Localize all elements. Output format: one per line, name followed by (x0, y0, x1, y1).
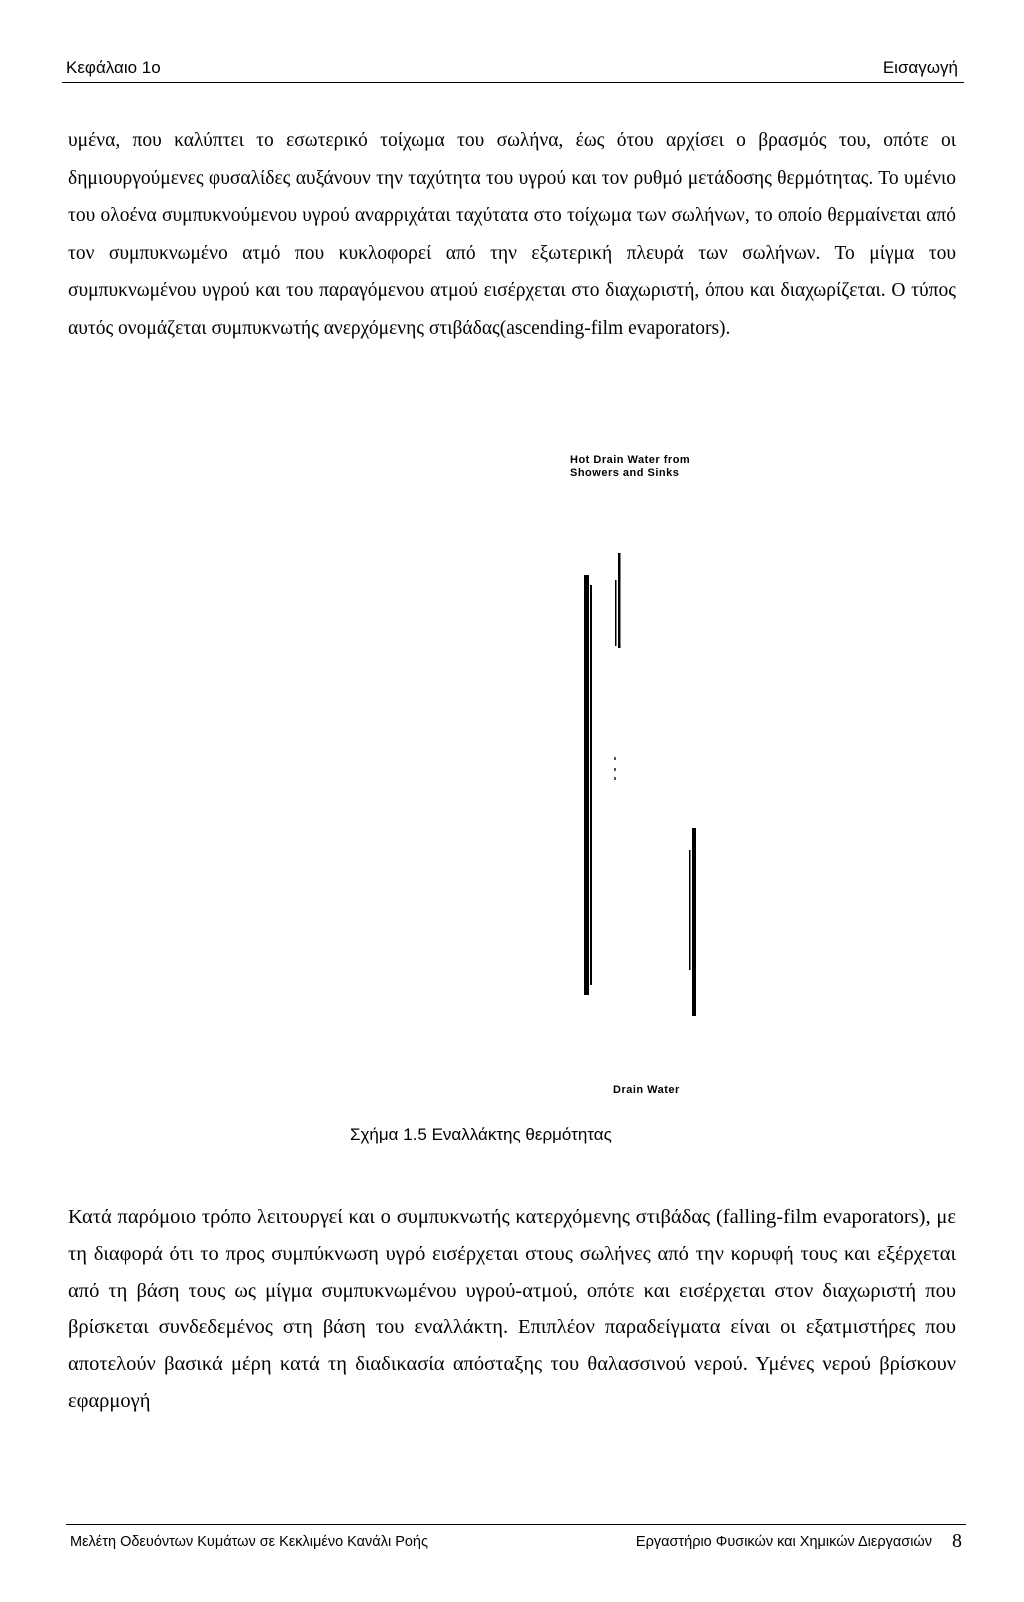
heat-exchanger-figure (540, 450, 780, 1110)
paragraph-falling-film: Κατά παρόμοιο τρόπο λειτουργεί και ο συμπυκνωτής κατερχόμενης στιβάδας (falling-film evaporators), με τη διαφορά ότι το προς συμπύκνωση υγρό εισέρχεται στους σωλήνες από την κορυφή τους και εξέρχεται από τη βάση τους ως μίγμα συμπυκνωμένου υγρού-ατμού, οπότε και εισέρχεται στον διαχωριστή που βρίσκεται συνδεδεμένος στη βάση του εναλλάκτη. Επιπλέον παραδείγματα είναι οι εξατμιστήρες που αποτελούν βασικά μέρη κατά τη διαδικασία απόσταξης του θαλασσινού νερού. Υμένες νερού βρίσκουν εφαρμογή (68, 1206, 956, 1412)
speckle-2 (614, 768, 616, 771)
heat-exchanger-drawing (540, 450, 780, 1110)
page-number: 8 (952, 1530, 962, 1552)
pipe-left (584, 575, 589, 995)
page-header (62, 56, 964, 83)
paragraph-intro: υμένα, που καλύπτει το εσωτερικό τοίχωμα του σωλήνα, έως ότου αρχίσει ο βρασμός του, οπότε οι δημιουργούμενες φυσαλίδες αυξάνουν την ταχύτητα του υγρού και τον ρυθμό μετάδοσης θερμότητας. Το υμένιο του ολοένα συμπυκνούμενου υγρού αναρριχάται ταχύτατα στο τοίχωμα των σωλήνων, το οποίο θερμαίνεται από τον συμπυκνωμένο ατμό που κυκλοφορεί από την εξωτερική πλευρά των σωλήνων. Το μίγμα του συμπυκνωμένου υγρού και του παραγόμενου ατμού εισέρχεται στο διαχωριστή, όπου και διαχωρίζεται. Ο τύπος αυτός ονομάζεται συμπυκνωτής ανερχόμενης στιβάδας(ascending-film evaporators). (68, 130, 956, 339)
speckle-3 (614, 777, 616, 780)
figure-caption: Σχήμα 1.5 Εναλλάκτης θερμότητας (350, 1125, 612, 1144)
pipe-left-inner (590, 585, 592, 985)
figure-label-inlet: Hot Drain Water from Showers and Sinks (570, 454, 691, 479)
pipe-right-lower-edge (689, 850, 691, 970)
footer-title: Μελέτη Οδευόντων Κυμάτων σε Κεκλιμένο Κανάλι Ροής (70, 1534, 428, 1550)
figure-label-outlet: Drain Water (613, 1084, 680, 1096)
pipe-middle-upper-edge (615, 580, 617, 646)
chapter-label: Κεφάλαιο 1ο (66, 58, 161, 77)
page-footer (66, 1524, 966, 1565)
pipe-right-lower (692, 828, 696, 1016)
footer-lab: Εργαστήριο Φυσικών και Χημικών Διεργασιών (635, 1534, 932, 1550)
section-label: Εισαγωγή (882, 58, 958, 77)
speckle-1 (614, 757, 616, 760)
pipe-middle-upper (618, 553, 621, 648)
